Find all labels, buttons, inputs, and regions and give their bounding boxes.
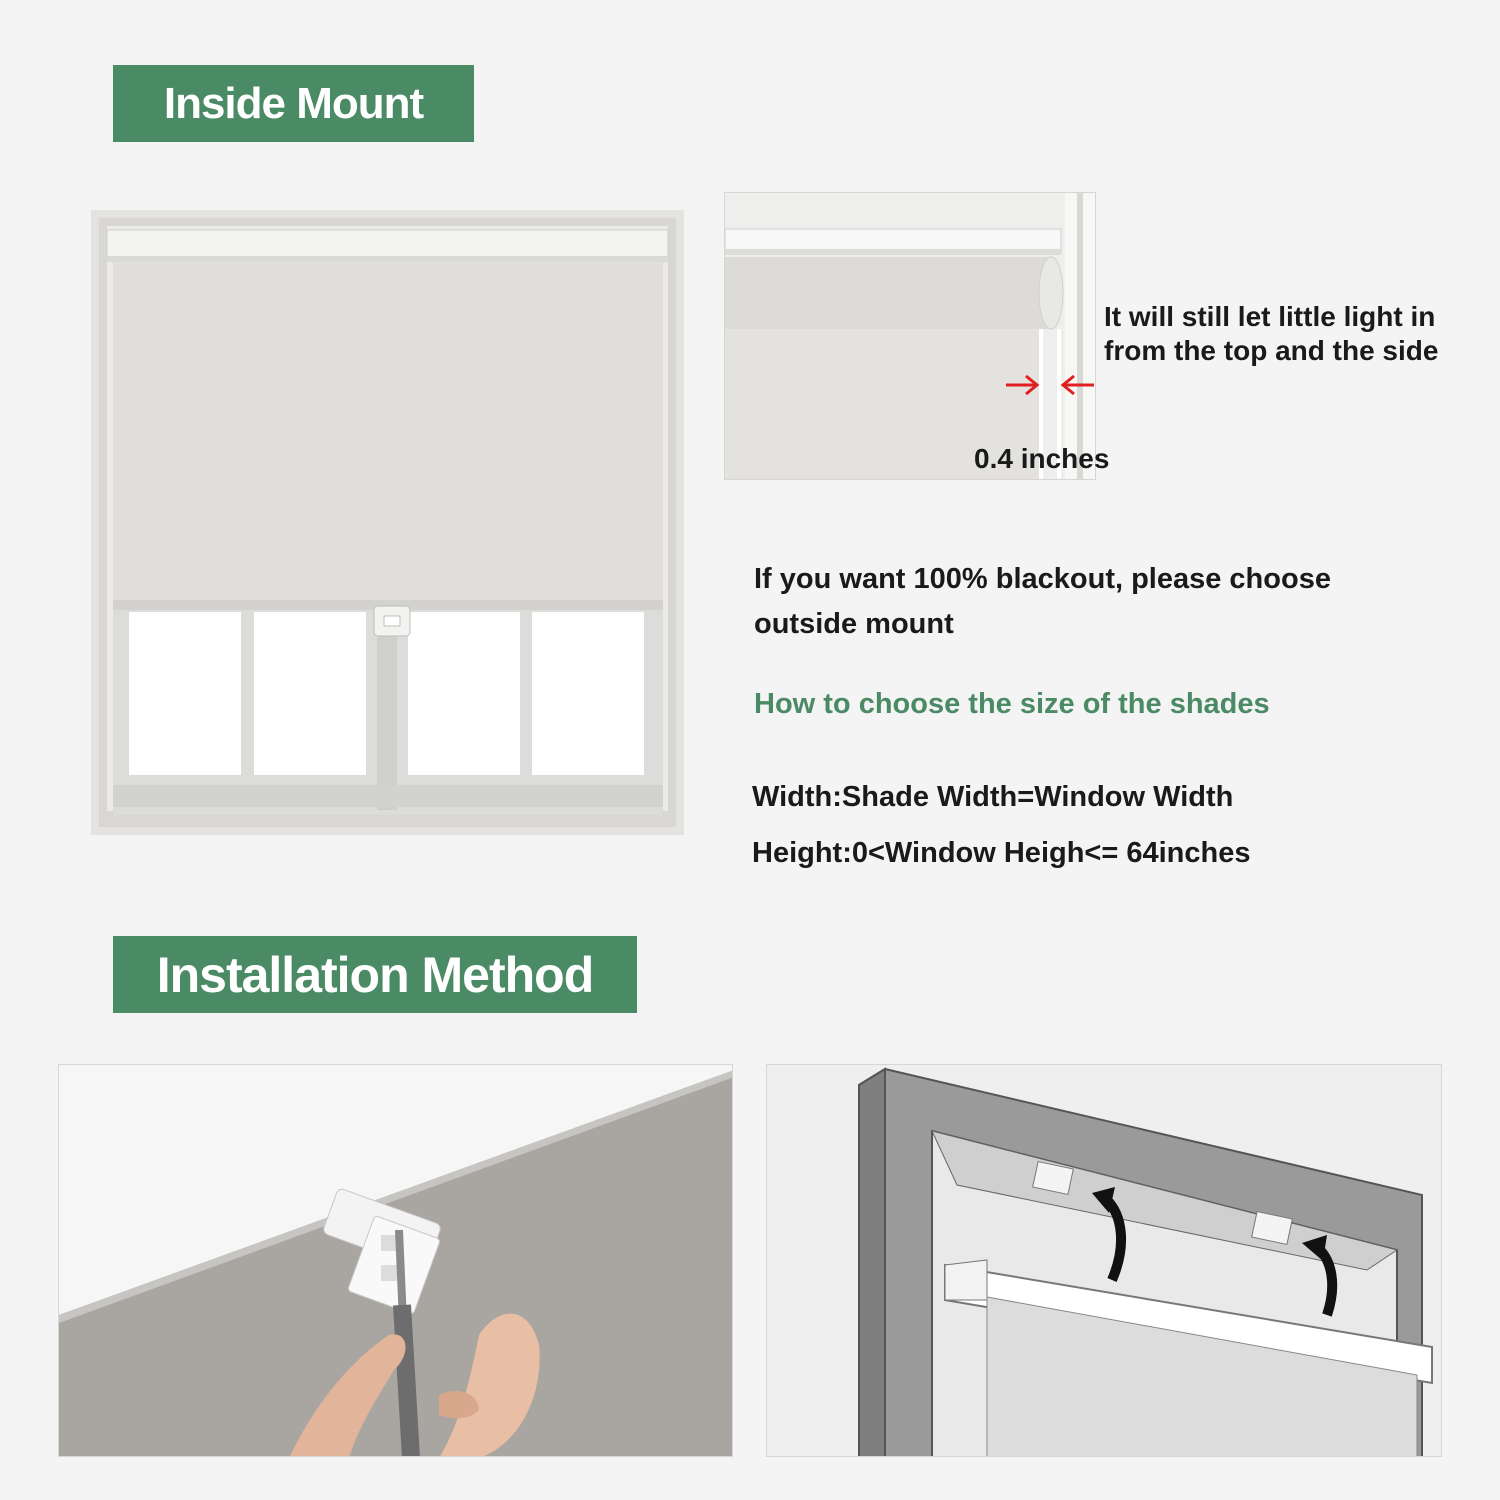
blackout-note: [754, 557, 1331, 647]
mounting-diagram: [766, 1064, 1442, 1457]
blackout-line1: If you want 100% blackout, please choose: [754, 563, 1331, 595]
inside-mount-banner: [113, 65, 474, 142]
width-rule: Width:Shade Width=Window Width: [752, 781, 1234, 813]
light-note: [1104, 300, 1438, 368]
gap-arrows: [1000, 370, 1100, 400]
inside-mount-title: Inside Mount: [163, 78, 424, 128]
gap-label: 0.4 inches: [974, 443, 1110, 474]
installation-method-title: Installation Method: [156, 946, 594, 1003]
height-rule: Height:0<Window Heigh<= 64inches: [752, 837, 1251, 869]
inside-mount-window-image: [91, 210, 684, 835]
size-heading: How to choose the size of the shades: [754, 688, 1270, 720]
bracket-install-photo: [58, 1064, 733, 1457]
light-note-line2: from the top and the side: [1104, 335, 1439, 366]
light-note-line1: It will still let little light in: [1104, 301, 1436, 332]
blackout-line2: outside mount: [754, 608, 954, 640]
installation-method-banner: [113, 936, 637, 1013]
